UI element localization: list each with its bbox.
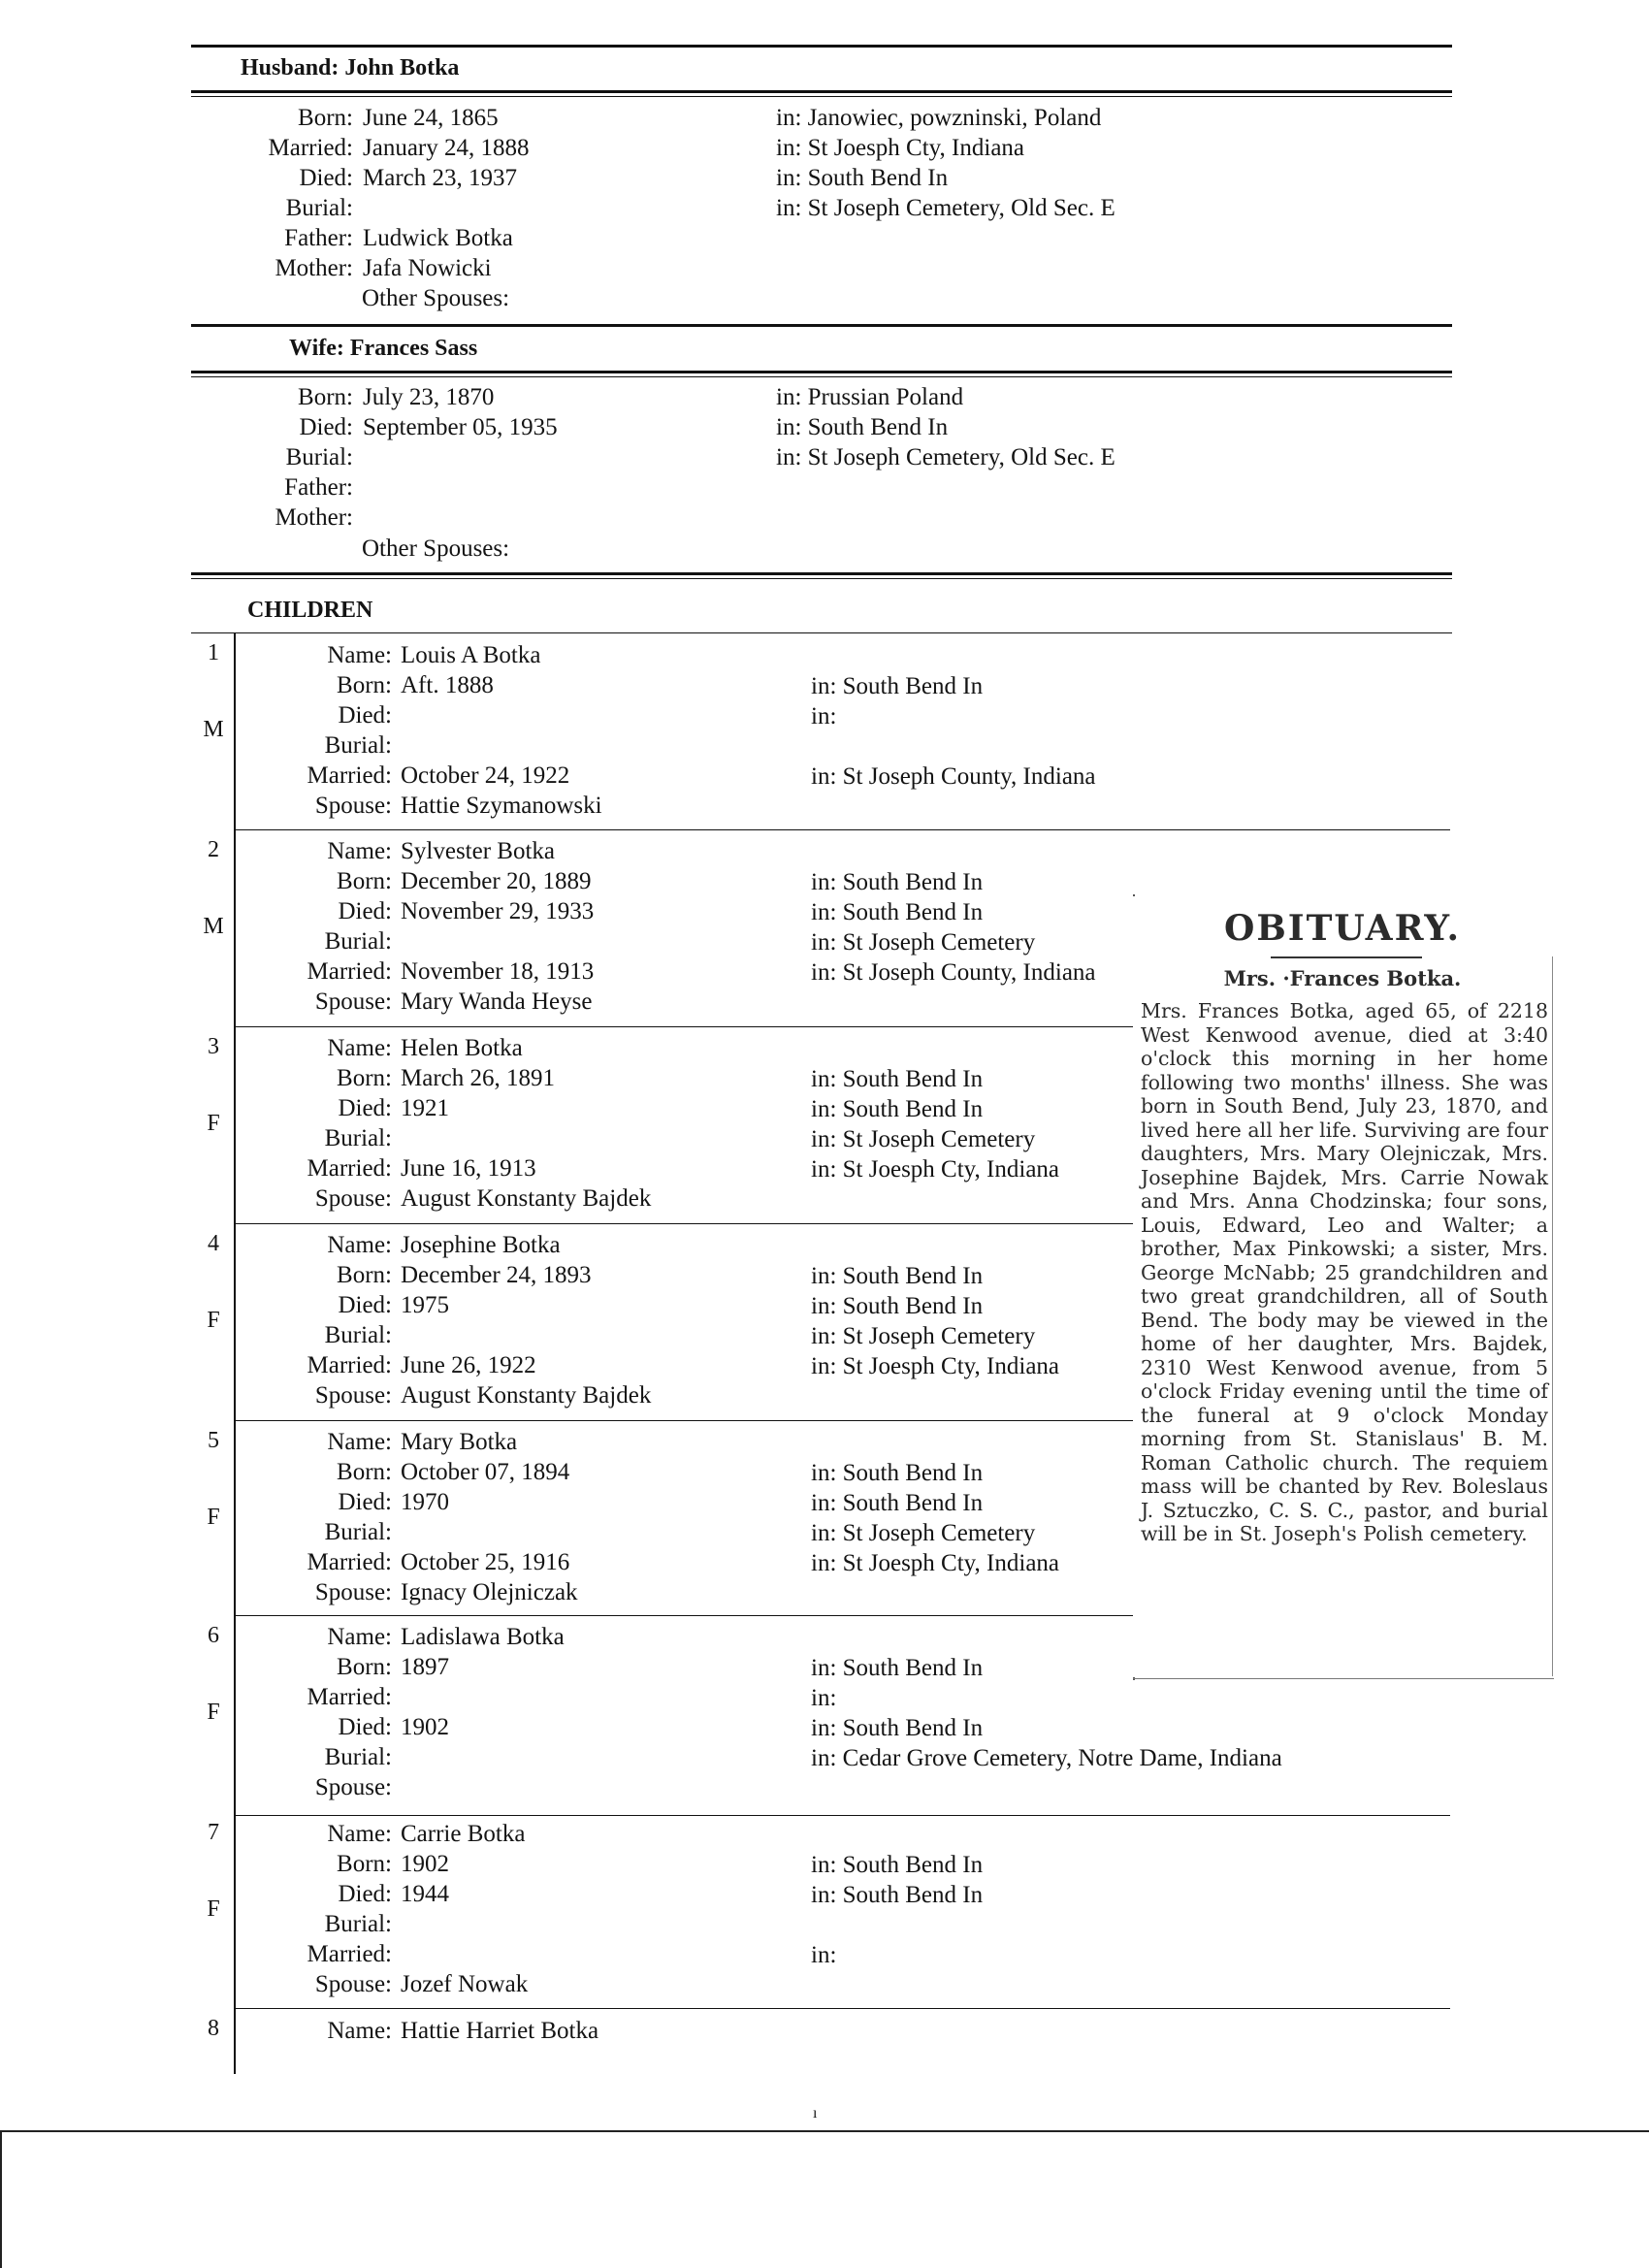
child-name-value: Ladislawa Botka bbox=[401, 1624, 565, 1650]
child-born-place: in: South Bend In bbox=[811, 1655, 984, 1681]
child-died-place: in: South Bend In bbox=[811, 1715, 984, 1741]
child-born-place: in: South Bend In bbox=[811, 1263, 984, 1289]
child-married-place: in: St Joseph County, Indiana bbox=[811, 959, 1096, 986]
child-married-label: Married: bbox=[307, 1352, 392, 1378]
husband-died-value: March 23, 1937 bbox=[363, 165, 517, 191]
child-died-label: Died: bbox=[338, 702, 392, 729]
child-married-place: in: St Joesph Cty, Indiana bbox=[811, 1550, 1060, 1576]
husband-burial-label: Burial: bbox=[285, 195, 353, 221]
child-number: 5 bbox=[208, 1428, 219, 1453]
child-name-label: Name: bbox=[327, 1035, 392, 1061]
child-married-place: in: St Joseph County, Indiana bbox=[811, 763, 1096, 790]
top-rule bbox=[191, 45, 1452, 48]
child-born-label: Born: bbox=[337, 1654, 392, 1680]
obituary-title-rule bbox=[1271, 956, 1422, 958]
children-top-rule bbox=[191, 572, 1452, 575]
child-spouse-label: Spouse: bbox=[314, 1185, 392, 1212]
child-name-value: Helen Botka bbox=[401, 1035, 523, 1061]
wife-burial-place: in: St Joseph Cemetery, Old Sec. E bbox=[776, 444, 1116, 470]
child-burial-label: Burial: bbox=[324, 732, 392, 759]
child-number: 2 bbox=[208, 837, 219, 862]
child-born-place: in: South Bend In bbox=[811, 869, 984, 895]
husband-married-value: January 24, 1888 bbox=[363, 135, 530, 161]
obituary-subtitle: Mrs. ·Frances Botka. bbox=[1223, 966, 1462, 990]
child-born-place: in: South Bend In bbox=[811, 1460, 984, 1486]
child-born-value: March 26, 1891 bbox=[401, 1065, 555, 1091]
child-name-label: Name: bbox=[327, 1821, 392, 1847]
child-divider bbox=[236, 1026, 1133, 1027]
child-name-label: Name: bbox=[327, 838, 392, 864]
child-burial-place: in: Cedar Grove Cemetery, Notre Dame, Indiana bbox=[811, 1745, 1282, 1771]
child-married-value: June 26, 1922 bbox=[401, 1352, 536, 1378]
child-married-label: Married: bbox=[307, 958, 392, 985]
husband-died-label: Died: bbox=[299, 165, 353, 191]
child-spouse-value: August Konstanty Bajdek bbox=[401, 1382, 652, 1409]
child-born-value: 1897 bbox=[401, 1654, 449, 1680]
children-top-rule-thin bbox=[191, 578, 1452, 579]
husband-married-place: in: St Joesph Cty, Indiana bbox=[776, 135, 1025, 161]
husband-burial-place: in: St Joseph Cemetery, Old Sec. E bbox=[776, 195, 1116, 221]
child-died-label: Died: bbox=[338, 1881, 392, 1907]
child-married-place: in: bbox=[811, 1942, 837, 1968]
child-born-value: December 24, 1893 bbox=[401, 1262, 592, 1288]
child-burial-label: Burial: bbox=[324, 928, 392, 955]
child-died-value: November 29, 1933 bbox=[401, 898, 595, 924]
child-spouse-label: Spouse: bbox=[314, 988, 392, 1015]
child-burial-label: Burial: bbox=[324, 1322, 392, 1348]
child-born-value: 1902 bbox=[401, 1851, 449, 1877]
child-name-value: Louis A Botka bbox=[401, 642, 541, 668]
wife-born-label: Born: bbox=[298, 384, 353, 410]
child-born-place: in: South Bend In bbox=[811, 1852, 984, 1878]
child-died-label: Died: bbox=[338, 1714, 392, 1740]
child-divider bbox=[236, 1615, 1133, 1616]
child-spouse-value: Ignacy Olejniczak bbox=[401, 1579, 578, 1605]
child-born-label: Born: bbox=[337, 1459, 392, 1485]
child-burial-label: Burial: bbox=[324, 1744, 392, 1770]
child-burial-place: in: St Joseph Cemetery bbox=[811, 1126, 1036, 1152]
child-died-place: in: South Bend In bbox=[811, 1096, 984, 1122]
child-number: 8 bbox=[208, 2016, 219, 2041]
wife-top-rule bbox=[191, 324, 1452, 327]
wife-born-place: in: Prussian Poland bbox=[776, 384, 964, 410]
obituary-border-right bbox=[1552, 956, 1553, 1676]
child-number: 3 bbox=[208, 1034, 219, 1059]
child-number: 7 bbox=[208, 1820, 219, 1845]
child-died-place: in: South Bend In bbox=[811, 1490, 984, 1516]
child-married-label: Married: bbox=[307, 1941, 392, 1967]
child-died-place: in: South Bend In bbox=[811, 899, 984, 925]
child-married-place: in: St Joesph Cty, Indiana bbox=[811, 1353, 1060, 1379]
child-married-label: Married: bbox=[307, 1155, 392, 1182]
child-born-label: Born: bbox=[337, 1851, 392, 1877]
husband-mother-value: Jafa Nowicki bbox=[363, 255, 492, 281]
child-name-value: Hattie Harriet Botka bbox=[401, 2018, 599, 2044]
child-sex: M bbox=[203, 914, 224, 939]
husband-born-value: June 24, 1865 bbox=[363, 105, 499, 131]
child-sex: F bbox=[207, 1111, 220, 1136]
child-name-label: Name: bbox=[327, 2018, 392, 2044]
wife-other-spouses: Other Spouses: bbox=[362, 535, 510, 562]
husband-rule-thin bbox=[191, 96, 1452, 97]
child-burial-place: in: St Joseph Cemetery bbox=[811, 1323, 1036, 1349]
husband-born-place: in: Janowiec, powzninski, Poland bbox=[776, 105, 1102, 131]
child-name-label: Name: bbox=[327, 1232, 392, 1258]
child-number: 4 bbox=[208, 1231, 219, 1256]
wife-born-value: July 23, 1870 bbox=[363, 384, 495, 410]
child-name-value: Josephine Botka bbox=[401, 1232, 561, 1258]
child-divider bbox=[236, 2008, 1450, 2009]
child-died-place: in: bbox=[811, 703, 837, 729]
child-sex: F bbox=[207, 1505, 220, 1530]
child-born-label: Born: bbox=[337, 672, 392, 698]
child-number: 1 bbox=[208, 640, 219, 665]
child-divider bbox=[236, 1815, 1450, 1816]
child-born-value: October 07, 1894 bbox=[401, 1459, 570, 1485]
child-name-value: Sylvester Botka bbox=[401, 838, 556, 864]
child-spouse-value: Jozef Nowak bbox=[401, 1971, 529, 1997]
wife-died-value: September 05, 1935 bbox=[363, 414, 558, 440]
child-married-label: Married: bbox=[307, 762, 392, 789]
child-died-value: 1902 bbox=[401, 1714, 449, 1740]
child-died-place: in: South Bend In bbox=[811, 1882, 984, 1908]
scan-edge-line bbox=[0, 2130, 1649, 2132]
child-died-value: 1944 bbox=[401, 1881, 449, 1907]
child-spouse-label: Spouse: bbox=[314, 793, 392, 819]
husband-father-value: Ludwick Botka bbox=[363, 225, 513, 251]
child-married-value: October 24, 1922 bbox=[401, 762, 570, 789]
child-born-label: Born: bbox=[337, 1262, 392, 1288]
child-spouse-value: Mary Wanda Heyse bbox=[401, 988, 593, 1015]
child-spouse-label: Spouse: bbox=[314, 1971, 392, 1997]
child-name-label: Name: bbox=[327, 1429, 392, 1455]
page-mark: ı bbox=[813, 2105, 818, 2122]
child-divider bbox=[236, 1223, 1133, 1224]
child-burial-label: Burial: bbox=[324, 1519, 392, 1545]
child-born-value: December 20, 1889 bbox=[401, 868, 592, 894]
husband-father-label: Father: bbox=[284, 225, 353, 251]
child-born-label: Born: bbox=[337, 1065, 392, 1091]
child-name-value: Carrie Botka bbox=[401, 1821, 526, 1847]
husband-rule bbox=[191, 90, 1452, 93]
child-born-value: Aft. 1888 bbox=[401, 672, 494, 698]
wife-father-label: Father: bbox=[284, 474, 353, 501]
child-spouse-value: Hattie Szymanowski bbox=[401, 793, 602, 819]
child-name-value: Mary Botka bbox=[401, 1429, 518, 1455]
child-married-place: in: St Joesph Cty, Indiana bbox=[811, 1156, 1060, 1183]
child-born-place: in: South Bend In bbox=[811, 673, 984, 699]
child-died-value: 1921 bbox=[401, 1095, 449, 1121]
husband-header: Husband: John Botka bbox=[241, 55, 460, 81]
obituary-clipping bbox=[1133, 896, 1554, 1677]
obituary-border-bottom bbox=[1133, 1678, 1554, 1679]
child-sex: F bbox=[207, 1308, 220, 1333]
husband-other-spouses: Other Spouses: bbox=[362, 285, 510, 311]
child-burial-place: in: St Joseph Cemetery bbox=[811, 929, 1036, 956]
child-died-label: Died: bbox=[338, 1292, 392, 1318]
child-burial-label: Burial: bbox=[324, 1125, 392, 1151]
child-died-label: Died: bbox=[338, 1095, 392, 1121]
child-born-label: Born: bbox=[337, 868, 392, 894]
wife-burial-label: Burial: bbox=[285, 444, 353, 470]
husband-married-label: Married: bbox=[268, 135, 353, 161]
child-spouse-label: Spouse: bbox=[314, 1774, 392, 1800]
child-spouse-label: Spouse: bbox=[314, 1579, 392, 1605]
obituary-text: Mrs. Frances Botka, aged 65, of 2218 West Kenwood avenue, died at 3:40 o'clock this morning in her home following two months' illness. She was born in South Bend, July 23, 1870, and lived here all her life. Surviving are four daughters, Mrs. Mary Olejniczak, Mrs. Josephine Bajdek, Mrs. Carrie Nowak and Mrs. Anna Chodzinska; four sons, Louis, Edward, Leo and Walter; a brother, Max Pinkowski; a sister, Mrs. George McNabb; 25 grandchildren and two great grandchildren, all of South Bend. The body may be viewed in the home of her daughter, Mrs. Bajdek, 2310 West Kenwood avenue, from 5 o'clock Friday evening until the time of the funeral at 9 o'clock Monday morning from St. Stanislaus' B. M. Roman Catholic church. The requiem mass will be chanted by Rev. Boleslaus J. Sztuczko, C. S. C., pastor, and burial will be in St. Joseph's Polish cemetery. bbox=[1141, 999, 1548, 1545]
child-died-label: Died: bbox=[338, 1489, 392, 1515]
child-died-value: 1970 bbox=[401, 1489, 449, 1515]
wife-rule bbox=[191, 371, 1452, 373]
wife-mother-label: Mother: bbox=[275, 504, 353, 531]
children-header: CHILDREN bbox=[247, 598, 373, 623]
child-divider bbox=[236, 829, 1450, 830]
child-spouse-label: Spouse: bbox=[314, 1382, 392, 1409]
child-married-label: Married: bbox=[307, 1549, 392, 1575]
child-sex: M bbox=[203, 717, 224, 742]
husband-born-label: Born: bbox=[298, 105, 353, 131]
child-sex: F bbox=[207, 1700, 220, 1725]
wife-header: Wife: Frances Sass bbox=[289, 336, 478, 361]
children-column-line bbox=[234, 632, 236, 2074]
child-burial-label: Burial: bbox=[324, 1911, 392, 1937]
child-married-place: in: bbox=[811, 1685, 837, 1711]
child-burial-place: in: St Joseph Cemetery bbox=[811, 1520, 1036, 1546]
scan-edge-corner bbox=[0, 2130, 2, 2268]
wife-died-label: Died: bbox=[299, 414, 353, 440]
child-name-label: Name: bbox=[327, 1624, 392, 1650]
wife-died-place: in: South Bend In bbox=[776, 414, 949, 440]
child-died-label: Died: bbox=[338, 898, 392, 924]
child-name-label: Name: bbox=[327, 642, 392, 668]
child-married-value: October 25, 1916 bbox=[401, 1549, 570, 1575]
child-married-value: June 16, 1913 bbox=[401, 1155, 536, 1182]
husband-died-place: in: South Bend In bbox=[776, 165, 949, 191]
child-number: 6 bbox=[208, 1623, 219, 1648]
wife-rule-thin bbox=[191, 376, 1452, 377]
child-died-value: 1975 bbox=[401, 1292, 449, 1318]
child-married-value: November 18, 1913 bbox=[401, 958, 595, 985]
child-died-place: in: South Bend In bbox=[811, 1293, 984, 1319]
child-born-place: in: South Bend In bbox=[811, 1066, 984, 1092]
obituary-title: OBITUARY. bbox=[1223, 908, 1462, 949]
child-married-label: Married: bbox=[307, 1684, 392, 1710]
child-sex: F bbox=[207, 1896, 220, 1922]
child-spouse-value: August Konstanty Bajdek bbox=[401, 1185, 652, 1212]
children-header-rule bbox=[191, 632, 1452, 633]
child-divider bbox=[236, 1420, 1133, 1421]
husband-mother-label: Mother: bbox=[275, 255, 353, 281]
